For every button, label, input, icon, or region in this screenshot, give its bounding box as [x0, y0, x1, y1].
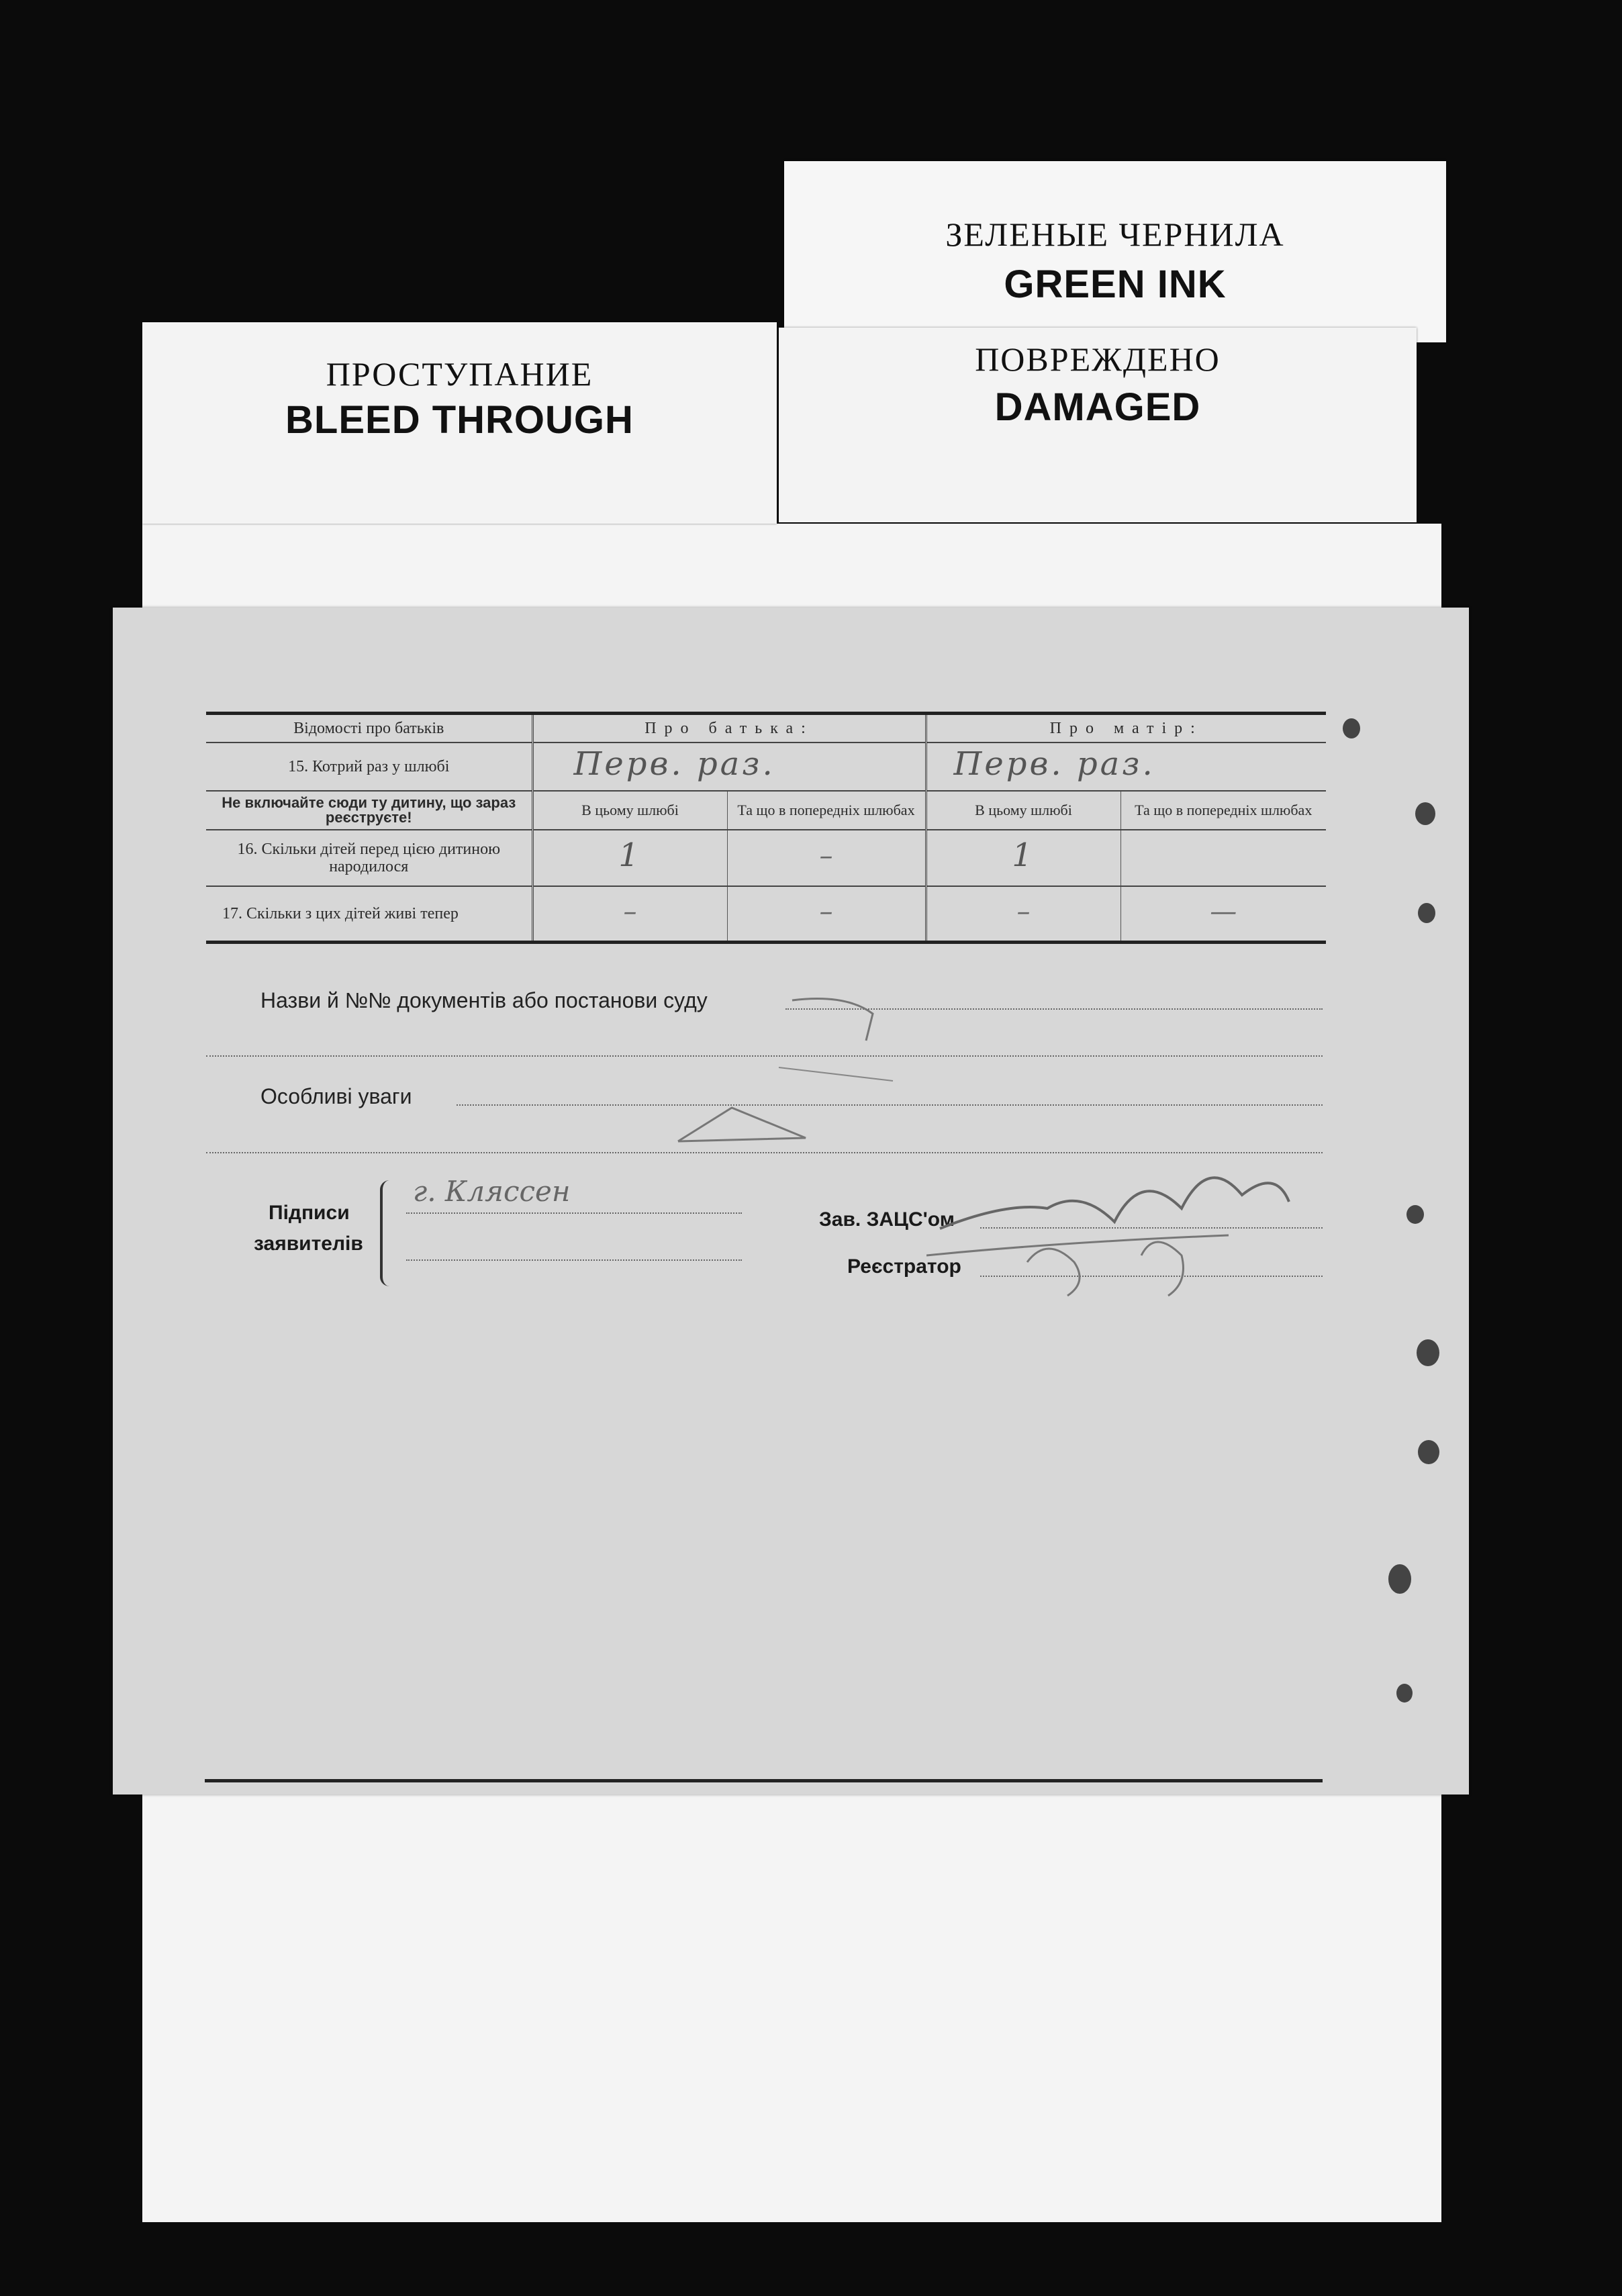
subheader-this-marriage-father: В цьому шлюбі: [532, 791, 727, 830]
punch-hole-mark: [1388, 1564, 1411, 1594]
signatures-label-2: заявителів: [254, 1233, 363, 1255]
official-signature: [926, 1128, 1302, 1309]
bottom-rule: [205, 1779, 1323, 1782]
subheader-previous-marriages-mother: Та що в попередніх шлюбах: [1120, 791, 1326, 830]
green-ink-flag-en: GREEN INK: [1004, 262, 1227, 306]
punch-hole-mark: [1406, 1205, 1424, 1224]
table-row: [206, 886, 1326, 943]
row17-value-2: –: [819, 896, 833, 927]
subheader-previous-marriages-father: Та що в попередніх шлюбах: [727, 791, 926, 830]
head-label: Зав. ЗАЦС'ом: [819, 1208, 955, 1231]
punch-hole-mark: [1418, 1440, 1439, 1464]
applicant-signature: г. Кляссен: [413, 1175, 571, 1208]
damaged-flag-en: DAMAGED: [994, 385, 1201, 429]
table-row: [206, 791, 1326, 830]
row16-value-2: –: [819, 841, 833, 871]
damaged-flag-ru: ПОВРЕЖДЕНО: [975, 340, 1221, 378]
header-mother: Про матір:: [926, 714, 1326, 743]
green-ink-flag-ru: ЗЕЛЕНЫЕ ЧЕРНИЛА: [945, 216, 1285, 253]
row17-value-4: —: [1210, 896, 1237, 927]
row16-value-3: 1: [1012, 836, 1035, 874]
signatures-label-1: Підписи: [269, 1202, 350, 1224]
documents-label: Назви й №№ документів або постанови суду: [260, 988, 708, 1012]
bleed-through-flag-en: BLEED THROUGH: [285, 398, 634, 442]
table-row: [206, 743, 1326, 791]
table-row: [206, 830, 1326, 886]
bleed-through-flag: [142, 322, 777, 524]
table-header-row: [206, 714, 1326, 743]
warning-label: Не включайте сюди ту дитину, що зараз реєструєте!: [206, 791, 532, 830]
bleed-through-flag-ru: ПРОСТУПАНИЕ: [326, 355, 593, 393]
row15-mother-value: Перв. раз.: [953, 745, 1155, 783]
damaged-flag: [779, 328, 1417, 522]
subheader-this-marriage-mother: В цьому шлюбі: [926, 791, 1120, 830]
applicant-signature-line-1: [406, 1212, 742, 1214]
punch-hole-mark: [1343, 718, 1360, 738]
row16-value-1: 1: [618, 836, 642, 874]
header-father: Про батька:: [532, 714, 926, 743]
punch-hole-mark: [1417, 1339, 1439, 1366]
punch-hole-mark: [1415, 802, 1435, 825]
parents-info-table: [206, 712, 1326, 944]
row17-label: 17. Скільки з цих дітей живі тепер: [206, 886, 532, 943]
registrar-label: Реєстратор: [847, 1255, 961, 1278]
notes-label: Особливі уваги: [260, 1084, 412, 1108]
row17-value-3: –: [1016, 896, 1031, 927]
punch-hole-mark: [1396, 1684, 1413, 1703]
row15-label: 15. Котрий раз у шлюбі: [206, 743, 532, 791]
applicant-signature-line-2: [406, 1259, 742, 1261]
signatures-brace: [380, 1180, 393, 1286]
header-parents-info: Відомості про батьків: [206, 714, 532, 743]
green-ink-flag: [784, 161, 1446, 342]
row17-value-1: –: [623, 896, 637, 927]
row16-label: 16. Скільки дітей перед цією дитиною народилося: [206, 830, 532, 886]
row15-father-value: Перв. раз.: [573, 745, 775, 783]
punch-hole-mark: [1418, 903, 1435, 923]
pencil-marks: [671, 987, 940, 1161]
